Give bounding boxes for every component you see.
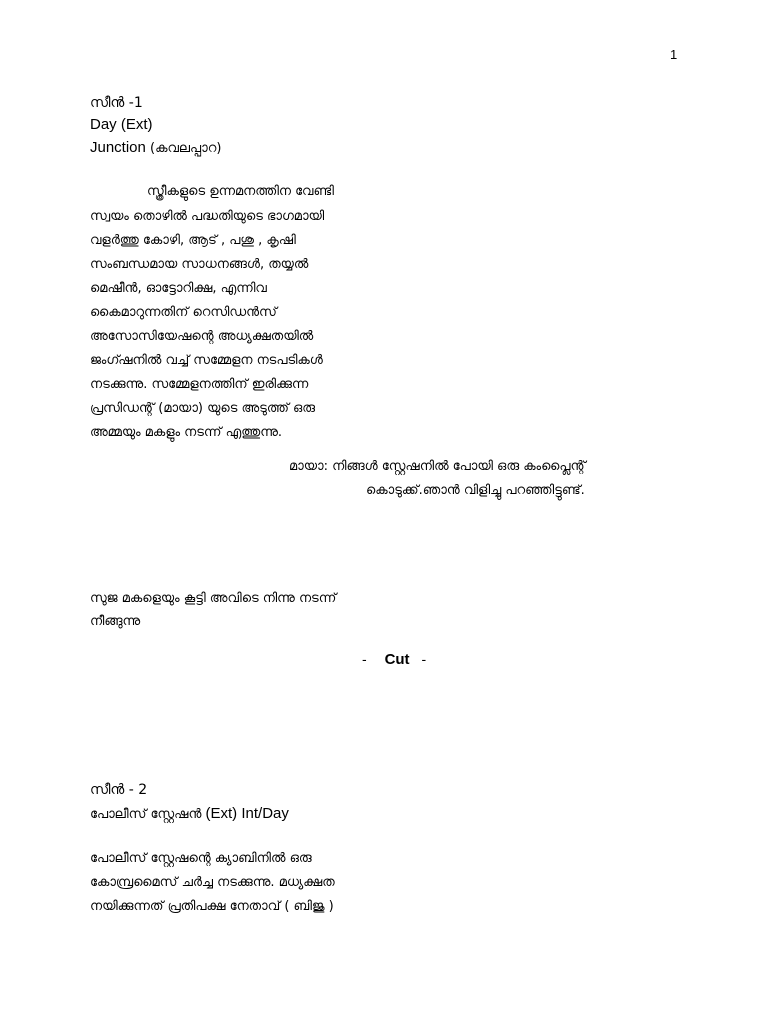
scene1-desc-line-2: വളർത്തു കോഴി, ആട് , പശു , കൃഷി: [90, 233, 296, 248]
transition-label: Cut: [384, 651, 410, 668]
scene1-desc-line-5: കൈമാറുന്നതിന് റെസിഡൻസ്: [90, 305, 277, 320]
transition-cut: [362, 651, 426, 668]
scene1-heading: [90, 96, 143, 110]
scene2-desc-line-0: പോലീസ് സ്റ്റേഷന്റെ ക്യാബിനിൽ ഒരു: [90, 851, 312, 866]
scene1-heading-text: സീൻ -1: [90, 95, 143, 111]
scene1-desc-line-8: നടക്കുന്നു. സമ്മേളനത്തിന് ഇരിക്കുന്ന: [90, 377, 309, 392]
scene2-desc-line-1: കോമ്പ്രമൈസ് ചർച്ച നടക്കുന്നു. മധ്യക്ഷത: [90, 875, 335, 890]
scene1-time: Day (Ext): [90, 116, 153, 133]
scene1-desc-line-1: സ്വയം തൊഴിൽ പദ്ധതിയുടെ ഭാഗമായി: [90, 209, 325, 224]
scene1-desc-line-6: അസോസിയേഷന്റെ അധ്യക്ഷതയിൽ: [90, 329, 314, 344]
scene2-heading: സീൻ - 2: [90, 782, 148, 798]
scene2-desc-line-2: നയിക്കുന്നത് പ്രതിപക്ഷ നേതാവ് ( ബിജു ): [90, 899, 334, 914]
scene1-location: [90, 140, 221, 155]
scene1-action-line-1: നീങ്ങുന്നു: [90, 614, 141, 629]
scene1-desc-line-4: മെഷീൻ, ഓട്ടോറിക്ഷ, എന്നിവ: [90, 281, 267, 296]
transition-dash-right: -: [421, 651, 427, 667]
scene2-location: [90, 806, 289, 821]
scene1-location-latin: Junction: [90, 139, 146, 156]
transition-dash-left: -: [362, 651, 367, 667]
scene1-dialogue-line-1: കൊടുക്ക്.ഞാൻ വിളിച്ചു പറഞ്ഞിട്ടുണ്ട്.: [366, 483, 585, 498]
scene1-desc-line-7: ജംഗ്ഷനിൽ വച്ച് സമ്മേളന നടപടികൾ: [90, 353, 323, 368]
scene1-action-line-0: സുജ മകളെയും കൂട്ടി അവിടെ നിന്നു നടന്ന്: [90, 591, 337, 606]
page-number: 1: [670, 47, 678, 62]
scene1-desc-line-10: അമ്മയും മകളും നടന്ന് എത്തുന്നു.: [90, 425, 283, 440]
scene2-location-ml: പോലീസ് സ്റ്റേഷൻ: [90, 807, 202, 822]
scene1-desc-line-3: സംബന്ധമായ സാധനങ്ങൾ, തയ്യൽ: [90, 257, 309, 272]
scene1-dialogue-line-0: മായാ: നിങ്ങൾ സ്റ്റേഷനിൽ പോയി ഒരു കംപ്ലൈന്റ്: [289, 459, 586, 474]
scene1-desc-line-9: പ്രസിഡന്റ് (മായാ) യുടെ അടുത്ത് ഒരു: [90, 401, 316, 416]
scene1-desc-line-0: സ്ത്രീകളുടെ ഉന്നമനത്തിന വേണ്ടി: [147, 184, 334, 199]
scene1-location-ml: (കവലപ്പാറ): [150, 141, 222, 156]
scene2-time: (Ext) Int/Day: [205, 805, 289, 822]
